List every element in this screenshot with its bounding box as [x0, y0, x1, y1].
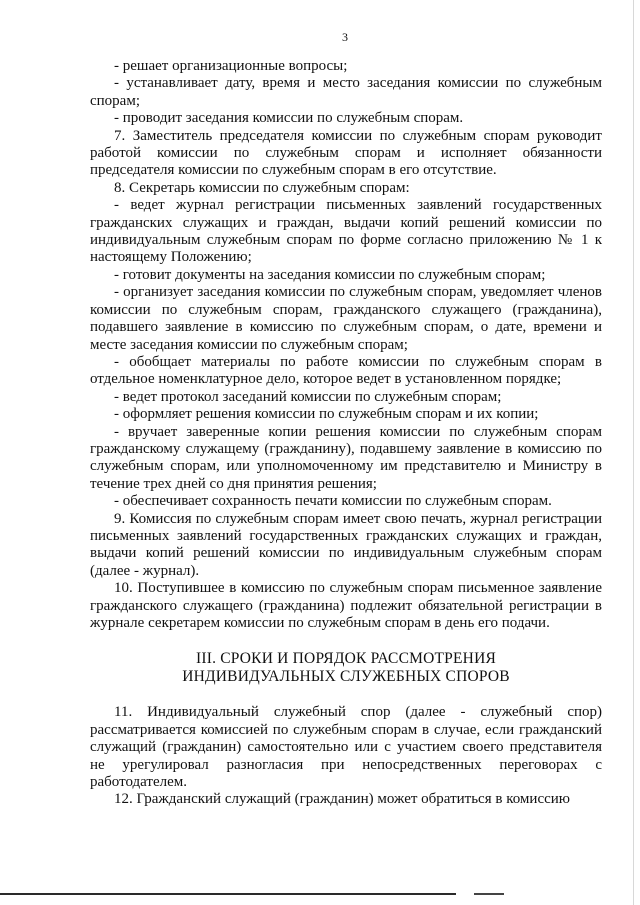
- paragraph: - устанавливает дату, время и место заседания комиссии по служебным спорам;: [90, 75, 602, 109]
- section-spacer: [90, 632, 602, 650]
- document-body: [90, 58, 602, 809]
- paragraph: 12. Гражданский служащий (гражданин) может обратиться в комиссию: [114, 791, 570, 808]
- paragraph: - ведет журнал регистрации письменных заявлений государственных гражданских служащих и граждан, выдачи копий решений комиссии по индивидуальным служебным спорам по форме согласно приложению № 1 к настоящему Положению;: [90, 197, 602, 266]
- paragraph: - вручает заверенные копии решения комиссии по служебным спорам гражданскому служащему (гражданину), подавшему заявление в комиссию по служебным спорам, или уполномоченному им представителю и Министру в течение трех дней со дня принятия решения;: [90, 423, 602, 492]
- paragraph: - готовит документы на заседания комиссии по служебным спорам;: [114, 266, 546, 283]
- paragraph: - оформляет решения комиссии по служебным спорам и их копии;: [114, 406, 539, 423]
- paragraph: - организует заседания комиссии по служебным спорам, уведомляет членов комиссии по служебным спорам, гражданского служащего (гражданина), подавшего заявление в комиссию по служебным спорам, о дате, времени и месте заседания комиссии по служебным спорам;: [90, 284, 602, 353]
- section-heading-line-2: ИНДИВИДУАЛЬНЫХ СЛУЖЕБНЫХ СПОРОВ: [182, 668, 510, 686]
- paragraph: - решает организационные вопросы;: [114, 58, 348, 74]
- paragraph: 9. Комиссия по служебным спорам имеет свою печать, журнал регистрации письменных заявлений государственных гражданских служащих и граждан, выдачи копий решений комиссии по индивидуальным служебным спорам (далее - журнал).: [90, 510, 602, 579]
- scan-edge-line: [633, 0, 634, 905]
- paragraph: 11. Индивидуальный служебный спор (далее - служебный спор) рассматривается комиссией по служебным спорам в случае, если гражданский служащий (гражданин) самостоятельно или с участием своего представителя не урегулировал разногласия при непосредственных переговорах с работодателем.: [90, 704, 602, 791]
- paragraph: - проводит заседания комиссии по служебным спорам.: [114, 110, 464, 127]
- page-number: 3: [342, 30, 348, 44]
- paragraph: 8. Секретарь комиссии по служебным спорам:: [114, 179, 410, 196]
- paragraph: - ведет протокол заседаний комиссии по служебным спорам;: [114, 388, 502, 405]
- scan-bottom-rule-segment: [474, 893, 504, 895]
- paragraph: - обеспечивает сохранность печати комиссии по служебным спорам.: [114, 493, 552, 510]
- section-spacer: [90, 686, 602, 704]
- scan-bottom-rule: [0, 893, 456, 895]
- section-heading-line-1: III. СРОКИ И ПОРЯДОК РАССМОТРЕНИЯ: [196, 650, 496, 668]
- paragraph: 10. Поступившее в комиссию по служебным спорам письменное заявление гражданского служащего (гражданина) подлежит обязательной регистрации в журнале секретарем комиссии по служебным спорам в день его подачи.: [90, 580, 602, 631]
- paragraph: 7. Заместитель председателя комиссии по служебным спорам руководит работой комиссии по служебным спорам и исполняет обязанности председателя комиссии по служебным спорам в его отсутствие.: [90, 127, 602, 179]
- paragraph: - обобщает материалы по работе комиссии по служебным спорам в отдельное номенклатурное дело, которое ведет в установленном порядке;: [90, 353, 602, 388]
